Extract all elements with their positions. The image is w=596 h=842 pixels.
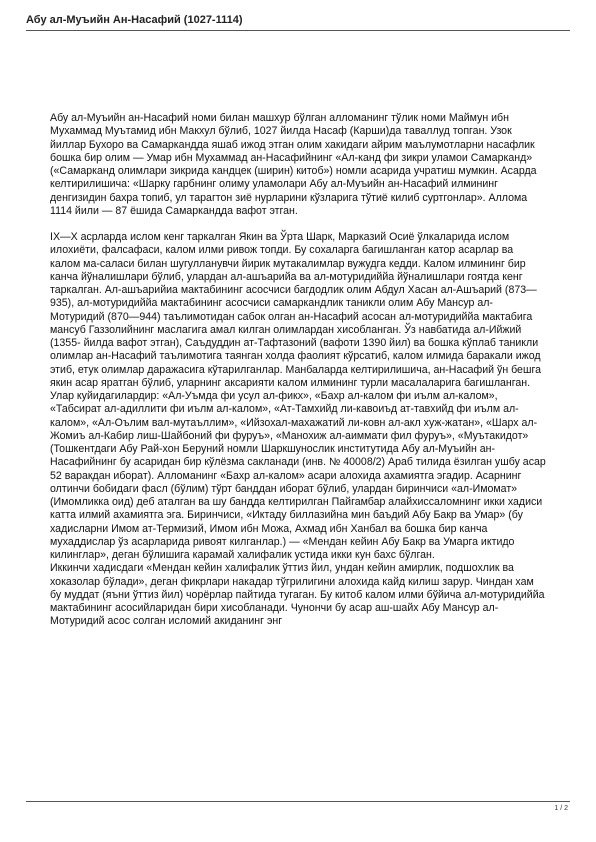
- paragraph-biography: Абу ал-Муъийн ан-Насафий номи билан машхур бўлган алломанинг тўлик номи Маймун ибн Мухаммад Муътамид ибн Макхул бўлиб, 1027 йилда Насаф (Карши)да таваллуд топган. Узок йиллар Бухоро ва Самаркандда яшаб ижод этган олим хакидаги айрим маълумотларни насафлик бошка бир олим — Умар ибн Мухаммад ан-Насафийнинг «Ал-канд фи зикри уламои Самарканд» («Самарканд олимлари зикрида кандцек (ширин) китоб») номли асарида учратиш мумкин. Асарда келтирилишича: «Шарку гарбнинг олиму уламолари Абу ал-Муъийн ан-Насафий илмининг денгизидин бахра топиб, ул тарагтон зиё нурларини кўзларига тўтиё килиб суртгонлар». Аллома 1114 йили — 87 ёшида Самаркандда вафот этган.: [50, 112, 537, 217]
- footer-divider: [26, 801, 570, 802]
- page-number: 1 / 2: [554, 805, 568, 812]
- document-body: [50, 112, 546, 629]
- document-title: Абу ал-Муъийн Ан-Насафий (1027-1114): [26, 14, 243, 26]
- paragraph-kalam-history: IX—X асрларда ислом кенг таркалган Якин ва Ўрта Шарк, Марказий Осиё ўлкаларида ислом илохиёти, фалсафаси, калом илми ривож топди. Бу сохаларга багишланган катор асарлар ва калом ма-саласи билан шугулланувчи йирик мутакалимлар вужудга кедди. Калом илмининг бир канча йўналишлари бўлиб, улардан ал-ашъарийа ва ал-мотуридиййа йўналишлари гоятда кенг таркалган. Ал-ашъарийиа мактабининг асосчиси багдодлик олим Абдул Хасан ал-Ашъарий (873—935), ал-мотуридиййа мактабининг асосчиси самаркандлик таникли олим Абу Мансур ал-Мотуридий (870—944) таълимотидан сабок олган ан-Насафий асосан ал-мотуридиййа мактабига мансуб Газзолийнинг маслагига амал килган олимлардан хисобланган. Ўз навбатида ал-Ийжий (1355- йилда вафот этган), Саъдуддин ат-Тафтазоний (вафоти 1390 йил) ва бошка кўплаб таникли олимлар ан-Насафий таълимотига таянган холда фаолият кўрсатиб, калом илмида баракали ижод этиб, етук олимлар даражасига кўтарилганлар. Манбаларда келтирилишича, ан-Насафий ўн бешга якин асар яратган бўлиб, уларнинг аксарияти калом илмининг турли масалаларига багишланган. Улар куйидагилардир: «Ал-Уъмда фи усул ал-фикх», «Бахр ал-калом фи иълм ал-калом», «Табсират ал-адиллити фи иълм ал-калом», «Ат-Тамхийд ли-кавоиъд ат-тавхийд фи иълм ал-калом», «Ал-Оълим вал-мутаъллим», «Ийзохал-махажатий ли-ковн ал-акл хуж-жатан», «Шарх ал-Жомиъ ал-Кабир лиш-Шайбоний фи фуруъ», «Манохиж ал-аиммати фил фуруъ», «Муътакидот» (Тошкентдаги Абу Рай-хон Беруний номли Шаркшунослик институтида Абу ал-Муъийн ан-Насафийнинг бу асаридан бир кўлёзма сакланади (инв. № 40008/2) Араб тилида ёзилган ушбу асар 52 варакдан иборат). Алломанинг «Бахр ал-калом» асари алохида ахамиятга эгадир. Асарнинг олтинчи бобидаги фасл (бўлим) тўрт банддан иборат бўлиб, улардан биринчиси «ал-Имомат» (Имомликка оид) деб аталган ва шу бандда келтирилган Пайгамбар алайхиссаломнинг икки хадиси катта илмий ахамиятга эга. Биринчиси, «Иктаду биллазийна мин баъдий Абу Бакр ва Умар» (бу хадисларни Имом ат-Термизий, Имом ибн Можа, Ахмад ибн Ханбал ва бошка бир канча мухаддислар ўз асарларида ривоят килганлар.) — «Мендан кейин Абу Бакр ва Умарга иктидо килинглар», деган бўлишига карамай халифалик устида икки кун бахс бўлган.: [50, 231, 546, 561]
- paragraph-second-hadith: Иккинчи хадисдаги «Мендан кейин халифалик ўттиз йил, ундан кейин амирлик, подшохлик ва хоказолар бўлади», деган фикрлари накадар тўгрилигини алохида кайд килиш зарур. Чиндан хам бу муддат (яъни ўттиз йил) чорёрлар пайтида тугаган. Бу китоб калом илми бўйича ал-мотуридиййа мактабининг асосийларидан бири хисобланади. Чунончи бу асар аш-шайх Абу Мансур ал-Мотуридий асос солган исломий акиданинг энг: [50, 562, 545, 628]
- header-divider: [26, 30, 570, 31]
- page-header: [26, 14, 570, 31]
